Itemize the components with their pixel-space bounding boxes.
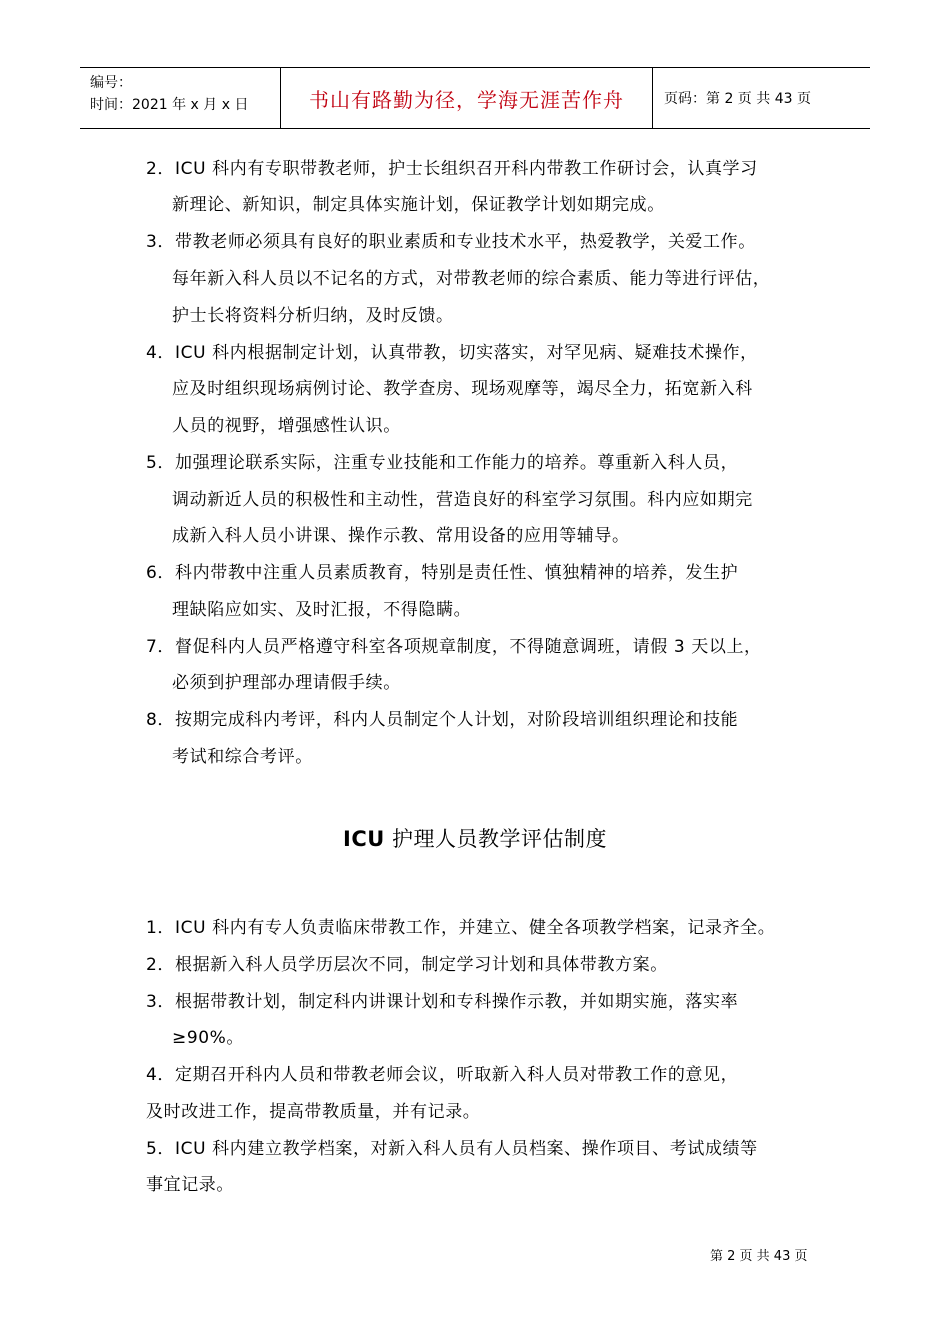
paragraph-line: 2．ICU 科内有专职带教老师，护士长组织召开科内带教工作研讨会，认真学习 — [146, 159, 758, 179]
paragraph-line: 护士长将资料分析归纳，及时反馈。 — [172, 306, 454, 326]
paragraph-line: 人员的视野，增强感性认识。 — [172, 416, 401, 436]
motto-text: 书山有路勤为径，学海无涯苦作舟 — [309, 87, 624, 112]
header-page-cell — [653, 68, 870, 128]
paragraph-line: 及时改进工作，提高带教质量，并有记录。 — [146, 1102, 481, 1122]
paragraph-line: 每年新入科人员以不记名的方式，对带教老师的综合素质、能力等进行评估， — [172, 269, 771, 289]
paragraph-line: 5．加强理论联系实际，注重专业技能和工作能力的培养。尊重新入科人员， — [146, 453, 739, 473]
section-title — [0, 821, 950, 857]
paragraph-line: 6．科内带教中注重人员素质教育，特别是责任性、慎独精神的培养，发生护 — [146, 563, 739, 583]
paragraph-line: 调动新近人员的积极性和主动性，营造良好的科室学习氛围。科内应如期完 — [172, 490, 753, 510]
paragraph-line: 4．定期召开科内人员和带教老师会议，听取新入科人员对带教工作的意见， — [146, 1065, 739, 1085]
paragraph-line: 1．ICU 科内有专人负责临床带教工作，并建立、健全各项教学档案，记录齐全。 — [146, 918, 776, 938]
page-footer: 第 2 页 共 43 页 — [710, 1249, 808, 1264]
paragraph-line: 事宜记录。 — [146, 1175, 234, 1195]
paragraph-line: 7．督促科内人员严格遵守科室各项规章制度，不得随意调班，请假 3 天以上， — [146, 637, 762, 657]
section-title-text: 护理人员教学评估制度 — [384, 827, 607, 851]
paragraph-line: 成新入科人员小讲课、操作示教、常用设备的应用等辅导。 — [172, 526, 630, 546]
paragraph-line: ≥90%。 — [172, 1028, 245, 1048]
section-title-bold: ICU — [343, 827, 385, 851]
paragraph-line: 考试和综合考评。 — [172, 747, 313, 767]
paragraph-line: 4．ICU 科内根据制定计划，认真带教，切实落实，对罕见病、疑难技术操作， — [146, 343, 758, 363]
paragraph-line: 应及时组织现场病例讨论、教学查房、现场观摩等，竭尽全力，拓宽新入科 — [172, 379, 753, 399]
paragraph-line: 新理论、新知识，制定具体实施计划，保证教学计划如期完成。 — [172, 195, 665, 215]
number-label: 编号： — [90, 75, 132, 91]
time-label: 时间：2021 年 x 月 x 日 — [90, 97, 249, 113]
page-header — [80, 67, 870, 129]
paragraph-line: 3．带教老师必须具有良好的职业素质和专业技术水平，热爱教学，关爱工作。 — [146, 232, 756, 252]
paragraph-line: 3．根据带教计划，制定科内讲课计划和专科操作示教，并如期实施，落实率 — [146, 992, 739, 1012]
paragraph-line: 2．根据新入科人员学历层次不同，制定学习计划和具体带教方案。 — [146, 955, 668, 975]
paragraph-line: 必须到护理部办理请假手续。 — [172, 673, 401, 693]
paragraph-line: 理缺陷应如实、及时汇报，不得隐瞒。 — [172, 600, 472, 620]
page-label: 页码：第 2 页 共 43 页 — [664, 91, 811, 107]
header-motto-cell — [281, 68, 653, 128]
paragraph-line: 5．ICU 科内建立教学档案，对新入科人员有人员档案、操作项目、考试成绩等 — [146, 1139, 758, 1159]
paragraph-line: 8．按期完成科内考评，科内人员制定个人计划，对阶段培训组织理论和技能 — [146, 710, 739, 730]
header-meta — [80, 68, 281, 128]
